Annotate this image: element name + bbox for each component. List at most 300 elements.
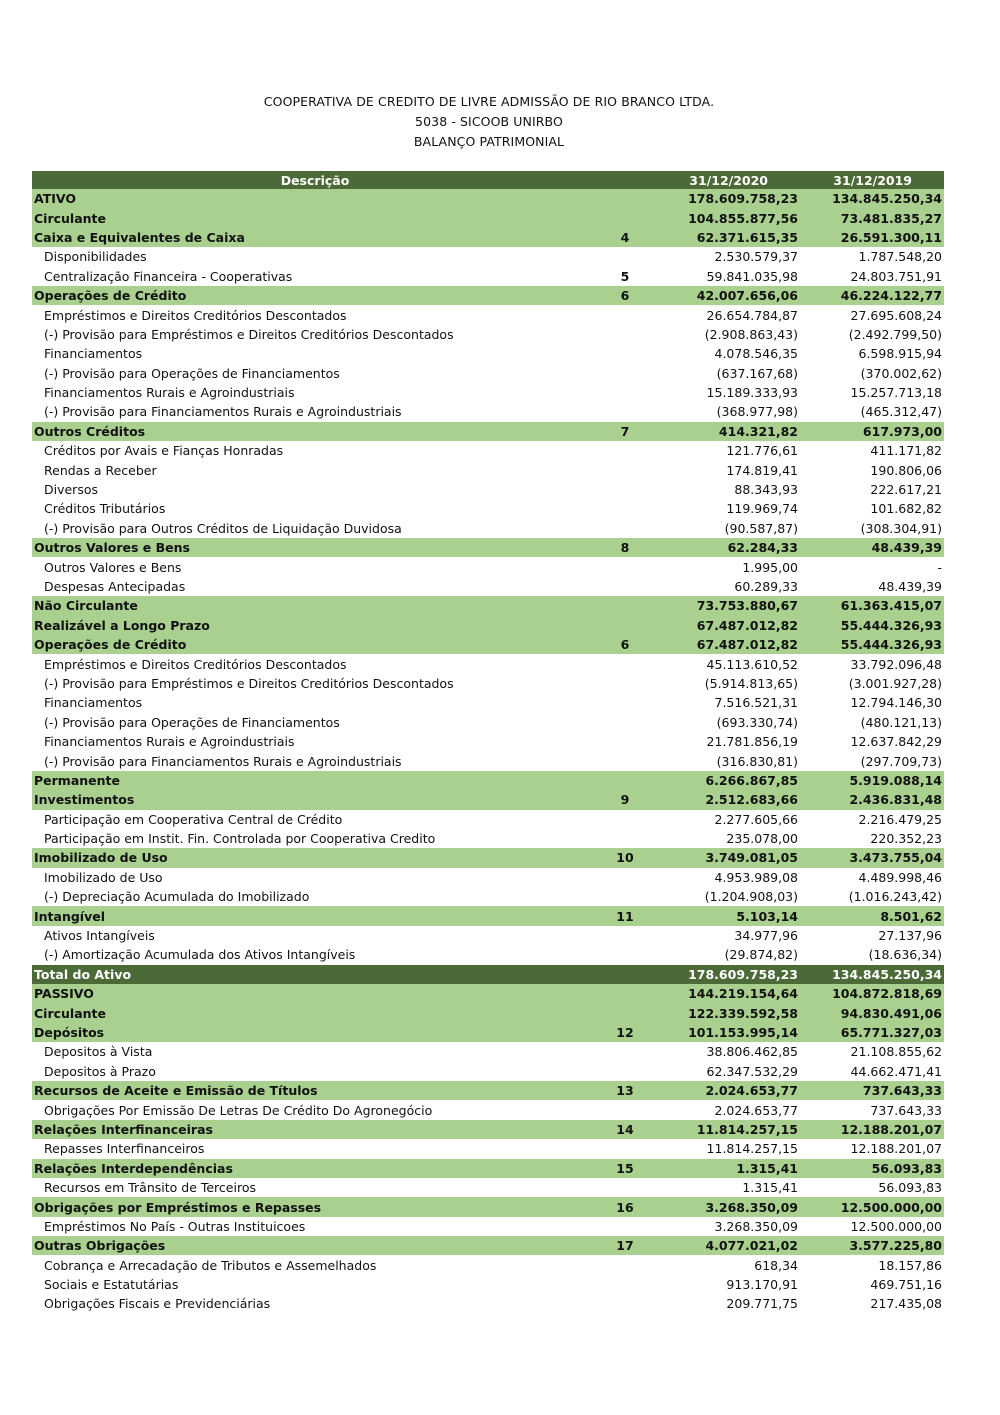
table-row [32, 557, 944, 576]
row-note [600, 868, 650, 887]
table-row [32, 1042, 944, 1061]
row-description: Depósitos [32, 1023, 600, 1042]
row-value-2019: 26.591.300,11 [800, 228, 944, 247]
row-description: Financiamentos Rurais e Agroindustriais [44, 734, 295, 750]
row-note [600, 247, 650, 266]
row-value-2020: 2.512.683,66 [650, 790, 800, 809]
row-value-2020: (1.204.908,03) [704, 889, 798, 905]
section-row [32, 1236, 944, 1255]
row-value-2020: (368.977,98) [716, 404, 798, 420]
row-value-2019: 94.830.491,06 [800, 1003, 944, 1022]
row-description: Outras Obrigações [32, 1236, 600, 1255]
row-value-2019: 33.792.096,48 [850, 656, 942, 672]
row-note [600, 1178, 650, 1197]
row-description: Disponibilidades [44, 249, 147, 265]
row-description: Imobilizado de Uso [32, 848, 600, 867]
table-row [32, 1062, 944, 1081]
row-value-2019: 411.171,82 [870, 443, 942, 459]
section-row [32, 596, 944, 615]
row-value-2019: 18.157,86 [878, 1257, 942, 1273]
row-value-2019: 2.436.831,48 [800, 790, 944, 809]
row-description: Depositos à Prazo [44, 1063, 156, 1079]
row-value-2020: 1.315,41 [742, 1180, 798, 1196]
row-note [600, 965, 650, 984]
table-row [32, 887, 944, 906]
row-note [600, 460, 650, 479]
row-value-2020: 1.315,41 [650, 1159, 800, 1178]
row-value-2019: 61.363.415,07 [800, 596, 944, 615]
row-note [600, 674, 650, 693]
row-value-2020: 144.219.154,64 [650, 984, 800, 1003]
row-description: Créditos por Avais e Fianças Honradas [44, 443, 284, 459]
row-description: Obrigações por Empréstimos e Repasses [32, 1197, 600, 1216]
table-row [32, 868, 944, 887]
row-note [600, 887, 650, 906]
table-row [32, 829, 944, 848]
row-note [600, 305, 650, 324]
row-note [600, 693, 650, 712]
table-row [32, 654, 944, 673]
row-description: Permanente [32, 771, 600, 790]
section-row [32, 616, 944, 635]
row-description: Imobilizado de Uso [44, 869, 163, 885]
row-description: (-) Amortização Acumulada dos Ativos Intangíveis [44, 947, 356, 963]
row-value-2019: 3.577.225,80 [800, 1236, 944, 1255]
row-description: Recursos em Trânsito de Terceiros [44, 1180, 256, 1196]
section-row [32, 286, 944, 305]
table-row [32, 305, 944, 324]
row-value-2020: 73.753.880,67 [650, 596, 800, 615]
row-value-2019: (3.001.927,28) [848, 675, 942, 691]
row-note [600, 1062, 650, 1081]
row-value-2020: 3.268.350,09 [714, 1218, 798, 1234]
row-value-2019: 104.872.818,69 [800, 984, 944, 1003]
row-note: 7 [600, 422, 650, 441]
row-value-2020: 2.277.605,66 [714, 811, 798, 827]
row-value-2019: 24.803.751,91 [850, 268, 942, 284]
section-row [32, 1120, 944, 1139]
row-note [600, 344, 650, 363]
row-note [600, 364, 650, 383]
section-row [32, 790, 944, 809]
row-value-2020: 618,34 [754, 1257, 798, 1273]
row-description: Créditos Tributários [44, 501, 166, 517]
row-value-2020: 62.284,33 [650, 538, 800, 557]
row-description: (-) Provisão para Financiamentos Rurais e Agroindustriais [44, 753, 402, 769]
row-note: 14 [600, 1120, 650, 1139]
table-row [32, 1275, 944, 1294]
row-note [600, 829, 650, 848]
table-row [32, 267, 944, 286]
row-note: 5 [620, 268, 630, 284]
row-value-2019: 101.682,82 [870, 501, 942, 517]
row-value-2019: 12.500.000,00 [850, 1218, 942, 1234]
row-description: (-) Provisão para Financiamentos Rurais e Agroindustriais [44, 404, 402, 420]
column-header-description: Descrição [32, 171, 600, 189]
row-value-2019: 217.435,08 [870, 1296, 942, 1312]
row-description: Recursos de Aceite e Emissão de Títulos [32, 1081, 600, 1100]
row-value-2019: (370.002,62) [860, 365, 942, 381]
row-value-2019: 56.093,83 [800, 1159, 944, 1178]
row-note [600, 480, 650, 499]
row-value-2020: 3.268.350,09 [650, 1197, 800, 1216]
row-note [600, 616, 650, 635]
row-description: Operações de Crédito [32, 635, 600, 654]
row-value-2020: 2.024.653,77 [650, 1081, 800, 1100]
table-row [32, 1255, 944, 1274]
row-value-2020: 2.530.579,37 [714, 249, 798, 265]
row-description: Empréstimos e Direitos Creditórios Descontados [44, 656, 347, 672]
row-value-2020: 235.078,00 [726, 831, 798, 847]
table-row [32, 1294, 944, 1313]
row-value-2020: 104.855.877,56 [650, 208, 800, 227]
section-row [32, 771, 944, 790]
row-value-2019: 2.216.479,25 [858, 811, 942, 827]
row-description: Diversos [44, 482, 98, 498]
table-header-row [32, 171, 944, 189]
row-value-2020: (637.167,68) [716, 365, 798, 381]
row-value-2020: 5.103,14 [650, 906, 800, 925]
row-value-2019: 134.845.250,34 [800, 965, 944, 984]
row-value-2020: 67.487.012,82 [650, 635, 800, 654]
row-value-2019: 737.643,33 [870, 1102, 942, 1118]
row-note [600, 713, 650, 732]
row-note: 16 [600, 1197, 650, 1216]
table-row [32, 383, 944, 402]
table-row [32, 577, 944, 596]
row-note [600, 441, 650, 460]
row-description: Depositos à Vista [44, 1044, 153, 1060]
row-value-2019: 27.695.608,24 [850, 307, 942, 323]
row-value-2020: (90.587,87) [724, 520, 798, 536]
table-row [32, 945, 944, 964]
row-description: (-) Provisão para Empréstimos e Direitos Creditórios Descontados [44, 675, 454, 691]
row-note: 12 [600, 1023, 650, 1042]
row-description: Participação em Instit. Fin. Controlada por Cooperativa Credito [44, 831, 436, 847]
row-value-2020: 26.654.784,87 [706, 307, 798, 323]
column-header-2019: 31/12/2019 [800, 171, 944, 189]
row-description: Realizável a Longo Prazo [32, 616, 600, 635]
row-description: (-) Provisão para Outros Créditos de Liquidação Duvidosa [44, 520, 402, 536]
row-note [600, 945, 650, 964]
row-value-2020: 122.339.592,58 [650, 1003, 800, 1022]
company-name: COOPERATIVA DE CREDITO DE LIVRE ADMISSÃO DE RIO BRANCO LTDA. [263, 94, 715, 109]
row-note [600, 810, 650, 829]
row-value-2020: 45.113.610,52 [706, 656, 798, 672]
table-row [32, 674, 944, 693]
row-value-2019: 617.973,00 [800, 422, 944, 441]
row-description: Sociais e Estatutárias [44, 1277, 179, 1293]
balance-sheet-table [32, 171, 944, 1314]
row-value-2020: 67.487.012,82 [650, 616, 800, 635]
table-row [32, 344, 944, 363]
row-description: Outros Créditos [32, 422, 600, 441]
row-value-2020: 4.077.021,02 [650, 1236, 800, 1255]
row-value-2020: 101.153.995,14 [650, 1023, 800, 1042]
row-value-2019: 134.845.250,34 [800, 189, 944, 208]
table-row [32, 1139, 944, 1158]
row-value-2019: 48.439,39 [878, 579, 942, 594]
row-description: Não Circulante [32, 596, 600, 615]
table-row [32, 926, 944, 945]
row-note [600, 499, 650, 518]
row-description: PASSIVO [32, 984, 600, 1003]
row-description: Financiamentos [44, 346, 143, 362]
section-row [32, 422, 944, 441]
row-note: 8 [600, 538, 650, 557]
row-value-2019: 220.352,23 [870, 831, 942, 847]
row-description: Cobrança e Arrecadação de Tributos e Assemelhados [44, 1257, 377, 1273]
section-row [32, 984, 944, 1003]
row-value-2019: 21.108.855,62 [850, 1044, 942, 1060]
table-row [32, 499, 944, 518]
row-value-2019: 15.257.713,18 [850, 385, 942, 401]
row-description: (-) Provisão para Empréstimos e Direitos Creditórios Descontados [44, 326, 454, 342]
row-note [600, 402, 650, 421]
row-description: Total do Ativo [32, 965, 600, 984]
row-value-2020: 21.781.856,19 [706, 734, 798, 750]
row-value-2019: 1.787.548,20 [858, 249, 942, 265]
column-header-2020: 31/12/2020 [650, 171, 800, 189]
row-note: 9 [600, 790, 650, 809]
row-value-2020: (693.330,74) [716, 714, 798, 730]
row-value-2020: 1.995,00 [742, 559, 798, 575]
table-row [32, 460, 944, 479]
row-value-2019: 55.444.326,93 [800, 616, 944, 635]
row-description: (-) Depreciação Acumulada do Imobilizado [44, 889, 310, 905]
table-row [32, 1100, 944, 1119]
row-value-2020: 34.977,96 [734, 928, 798, 944]
row-value-2019: 56.093,83 [878, 1180, 942, 1196]
row-value-2020: 11.814.257,15 [650, 1120, 800, 1139]
row-value-2019: 222.617,21 [870, 482, 942, 498]
total-row [32, 965, 944, 984]
section-row [32, 189, 944, 208]
row-value-2019: 190.806,06 [870, 462, 942, 478]
column-header-note [600, 171, 650, 189]
row-note [600, 596, 650, 615]
row-value-2020: 174.819,41 [726, 462, 798, 478]
row-value-2020: (2.908.863,43) [704, 326, 798, 342]
row-note [600, 189, 650, 208]
row-description: Ativos Intangíveis [44, 928, 155, 944]
row-description: Financiamentos Rurais e Agroindustriais [44, 385, 295, 401]
document-title: BALANÇO PATRIMONIAL [413, 134, 565, 149]
row-value-2020: 4.078.546,35 [714, 346, 798, 362]
row-description: (-) Provisão para Operações de Financiamentos [44, 365, 340, 381]
document-header [0, 92, 978, 152]
row-value-2019: 12.794.146,30 [850, 695, 942, 711]
section-row [32, 848, 944, 867]
section-row [32, 208, 944, 227]
section-row [32, 1003, 944, 1022]
row-note: 17 [600, 1236, 650, 1255]
table-row [32, 441, 944, 460]
row-value-2019: (465.312,47) [860, 404, 942, 420]
row-description: Circulante [32, 1003, 600, 1022]
table-row [32, 247, 944, 266]
row-value-2020: 178.609.758,23 [650, 965, 800, 984]
row-note [600, 325, 650, 344]
row-note [600, 751, 650, 770]
section-row [32, 635, 944, 654]
row-note [600, 1139, 650, 1158]
row-value-2019: 8.501,62 [800, 906, 944, 925]
row-description: Empréstimos e Direitos Creditórios Descontados [44, 307, 347, 323]
row-description: Relações Interfinanceiras [32, 1120, 600, 1139]
table-row [32, 364, 944, 383]
table-row [32, 751, 944, 770]
row-value-2020: 178.609.758,23 [650, 189, 800, 208]
row-note [600, 208, 650, 227]
table-row [32, 480, 944, 499]
row-description: Centralização Financeira - Cooperativas [44, 268, 293, 284]
table-row [32, 402, 944, 421]
table-row [32, 1217, 944, 1236]
table-row [32, 1178, 944, 1197]
row-note [600, 926, 650, 945]
row-description: ATIVO [32, 189, 600, 208]
row-value-2020: 42.007.656,06 [650, 286, 800, 305]
row-note [600, 1100, 650, 1119]
row-description: Obrigações Fiscais e Previdenciárias [44, 1296, 271, 1312]
row-note [600, 1042, 650, 1061]
section-row [32, 1023, 944, 1042]
row-value-2019: (1.016.243,42) [848, 889, 942, 905]
section-row [32, 538, 944, 557]
table-row [32, 519, 944, 538]
row-value-2020: 62.347.532,29 [706, 1063, 798, 1079]
row-value-2019: 12.188.201,07 [800, 1120, 944, 1139]
row-value-2019: 73.481.835,27 [800, 208, 944, 227]
row-value-2019: 46.224.122,77 [800, 286, 944, 305]
row-value-2019: (2.492.799,50) [848, 326, 942, 342]
row-note [600, 1255, 650, 1274]
section-row [32, 1081, 944, 1100]
row-description: Operações de Crédito [32, 286, 600, 305]
row-value-2020: 7.516.521,31 [714, 695, 798, 711]
row-note [600, 771, 650, 790]
row-note: 4 [600, 228, 650, 247]
row-note [600, 1275, 650, 1294]
row-value-2020: 2.024.653,77 [714, 1102, 798, 1118]
row-value-2019: (297.709,73) [860, 753, 942, 769]
row-description: Financiamentos [44, 695, 143, 711]
row-value-2019: 12.637.842,29 [850, 734, 942, 750]
row-value-2020: (316.830,81) [716, 753, 798, 769]
row-description: Rendas a Receber [44, 462, 157, 478]
row-description: Outros Valores e Bens [44, 559, 182, 575]
row-value-2019: 12.500.000,00 [800, 1197, 944, 1216]
row-value-2020: 913.170,91 [726, 1277, 798, 1293]
row-note [600, 984, 650, 1003]
table-row [32, 713, 944, 732]
row-note: 6 [600, 286, 650, 305]
row-note: 11 [600, 906, 650, 925]
row-value-2019: (480.121,13) [860, 714, 942, 730]
row-value-2020: 3.749.081,05 [650, 848, 800, 867]
row-description: Intangível [32, 906, 600, 925]
row-note [600, 1217, 650, 1236]
row-note [600, 1294, 650, 1313]
row-value-2019: 44.662.471,41 [850, 1063, 942, 1079]
row-note: 6 [600, 635, 650, 654]
section-row [32, 906, 944, 925]
row-value-2019: (18.636,34) [868, 947, 942, 963]
row-note [600, 557, 650, 576]
section-row [32, 1197, 944, 1216]
row-description: (-) Provisão para Operações de Financiamentos [44, 714, 340, 730]
row-value-2019: 55.444.326,93 [800, 635, 944, 654]
row-note [600, 577, 650, 596]
row-note [600, 1003, 650, 1022]
row-value-2019: 27.137,96 [878, 928, 942, 944]
row-description: Participação em Cooperativa Central de Crédito [44, 811, 343, 827]
row-value-2020: (5.914.813,65) [704, 675, 798, 691]
row-value-2019: 65.771.327,03 [800, 1023, 944, 1042]
row-value-2019: - [937, 559, 942, 575]
row-description: Investimentos [32, 790, 600, 809]
row-value-2020: 209.771,75 [726, 1296, 798, 1312]
table-row [32, 693, 944, 712]
row-value-2020: 119.969,74 [726, 501, 798, 517]
row-description: Repasses Interfinanceiros [44, 1141, 205, 1157]
row-description: Relações Interdependências [32, 1159, 600, 1178]
row-value-2020: 414.321,82 [650, 422, 800, 441]
row-value-2019: 737.643,33 [800, 1081, 944, 1100]
row-note [600, 383, 650, 402]
section-row [32, 228, 944, 247]
row-value-2020: 11.814.257,15 [706, 1141, 798, 1157]
row-value-2020: (29.874,82) [724, 947, 798, 963]
row-value-2019: 48.439,39 [800, 538, 944, 557]
row-note [600, 654, 650, 673]
row-value-2020: 62.371.615,35 [650, 228, 800, 247]
table-row [32, 325, 944, 344]
section-row [32, 1159, 944, 1178]
row-description: Obrigações Por Emissão De Letras De Crédito Do Agronegócio [44, 1102, 433, 1118]
row-value-2019: 5.919.088,14 [800, 771, 944, 790]
row-value-2020: 4.953.989,08 [714, 869, 798, 885]
row-note: 10 [600, 848, 650, 867]
row-value-2020: 38.806.462,85 [706, 1044, 798, 1060]
row-description: Despesas Antecipadas [44, 579, 186, 594]
row-note [600, 732, 650, 751]
row-value-2019: 4.489.998,46 [858, 869, 942, 885]
row-value-2020: 88.343,93 [734, 482, 798, 498]
row-value-2020: 59.841.035,98 [706, 268, 798, 284]
row-value-2019: 12.188.201,07 [850, 1141, 942, 1157]
row-value-2020: 6.266.867,85 [650, 771, 800, 790]
row-value-2020: 60.289,33 [734, 579, 798, 594]
row-description: Caixa e Equivalentes de Caixa [32, 228, 600, 247]
row-description: Circulante [32, 208, 600, 227]
row-value-2019: 469.751,16 [870, 1277, 942, 1293]
row-value-2019: 6.598.915,94 [858, 346, 942, 362]
company-code: 5038 - SICOOB UNIRBO [415, 114, 563, 129]
row-description: Empréstimos No País - Outras Instituicoes [44, 1218, 306, 1234]
row-note: 15 [600, 1159, 650, 1178]
table-row [32, 810, 944, 829]
row-value-2019: (308.304,91) [860, 520, 942, 536]
row-value-2019: 3.473.755,04 [800, 848, 944, 867]
row-description: Outros Valores e Bens [32, 538, 600, 557]
row-note [600, 519, 650, 538]
row-note: 13 [600, 1081, 650, 1100]
row-value-2020: 121.776,61 [726, 443, 798, 459]
row-value-2020: 15.189.333,93 [706, 385, 798, 401]
table-row [32, 732, 944, 751]
